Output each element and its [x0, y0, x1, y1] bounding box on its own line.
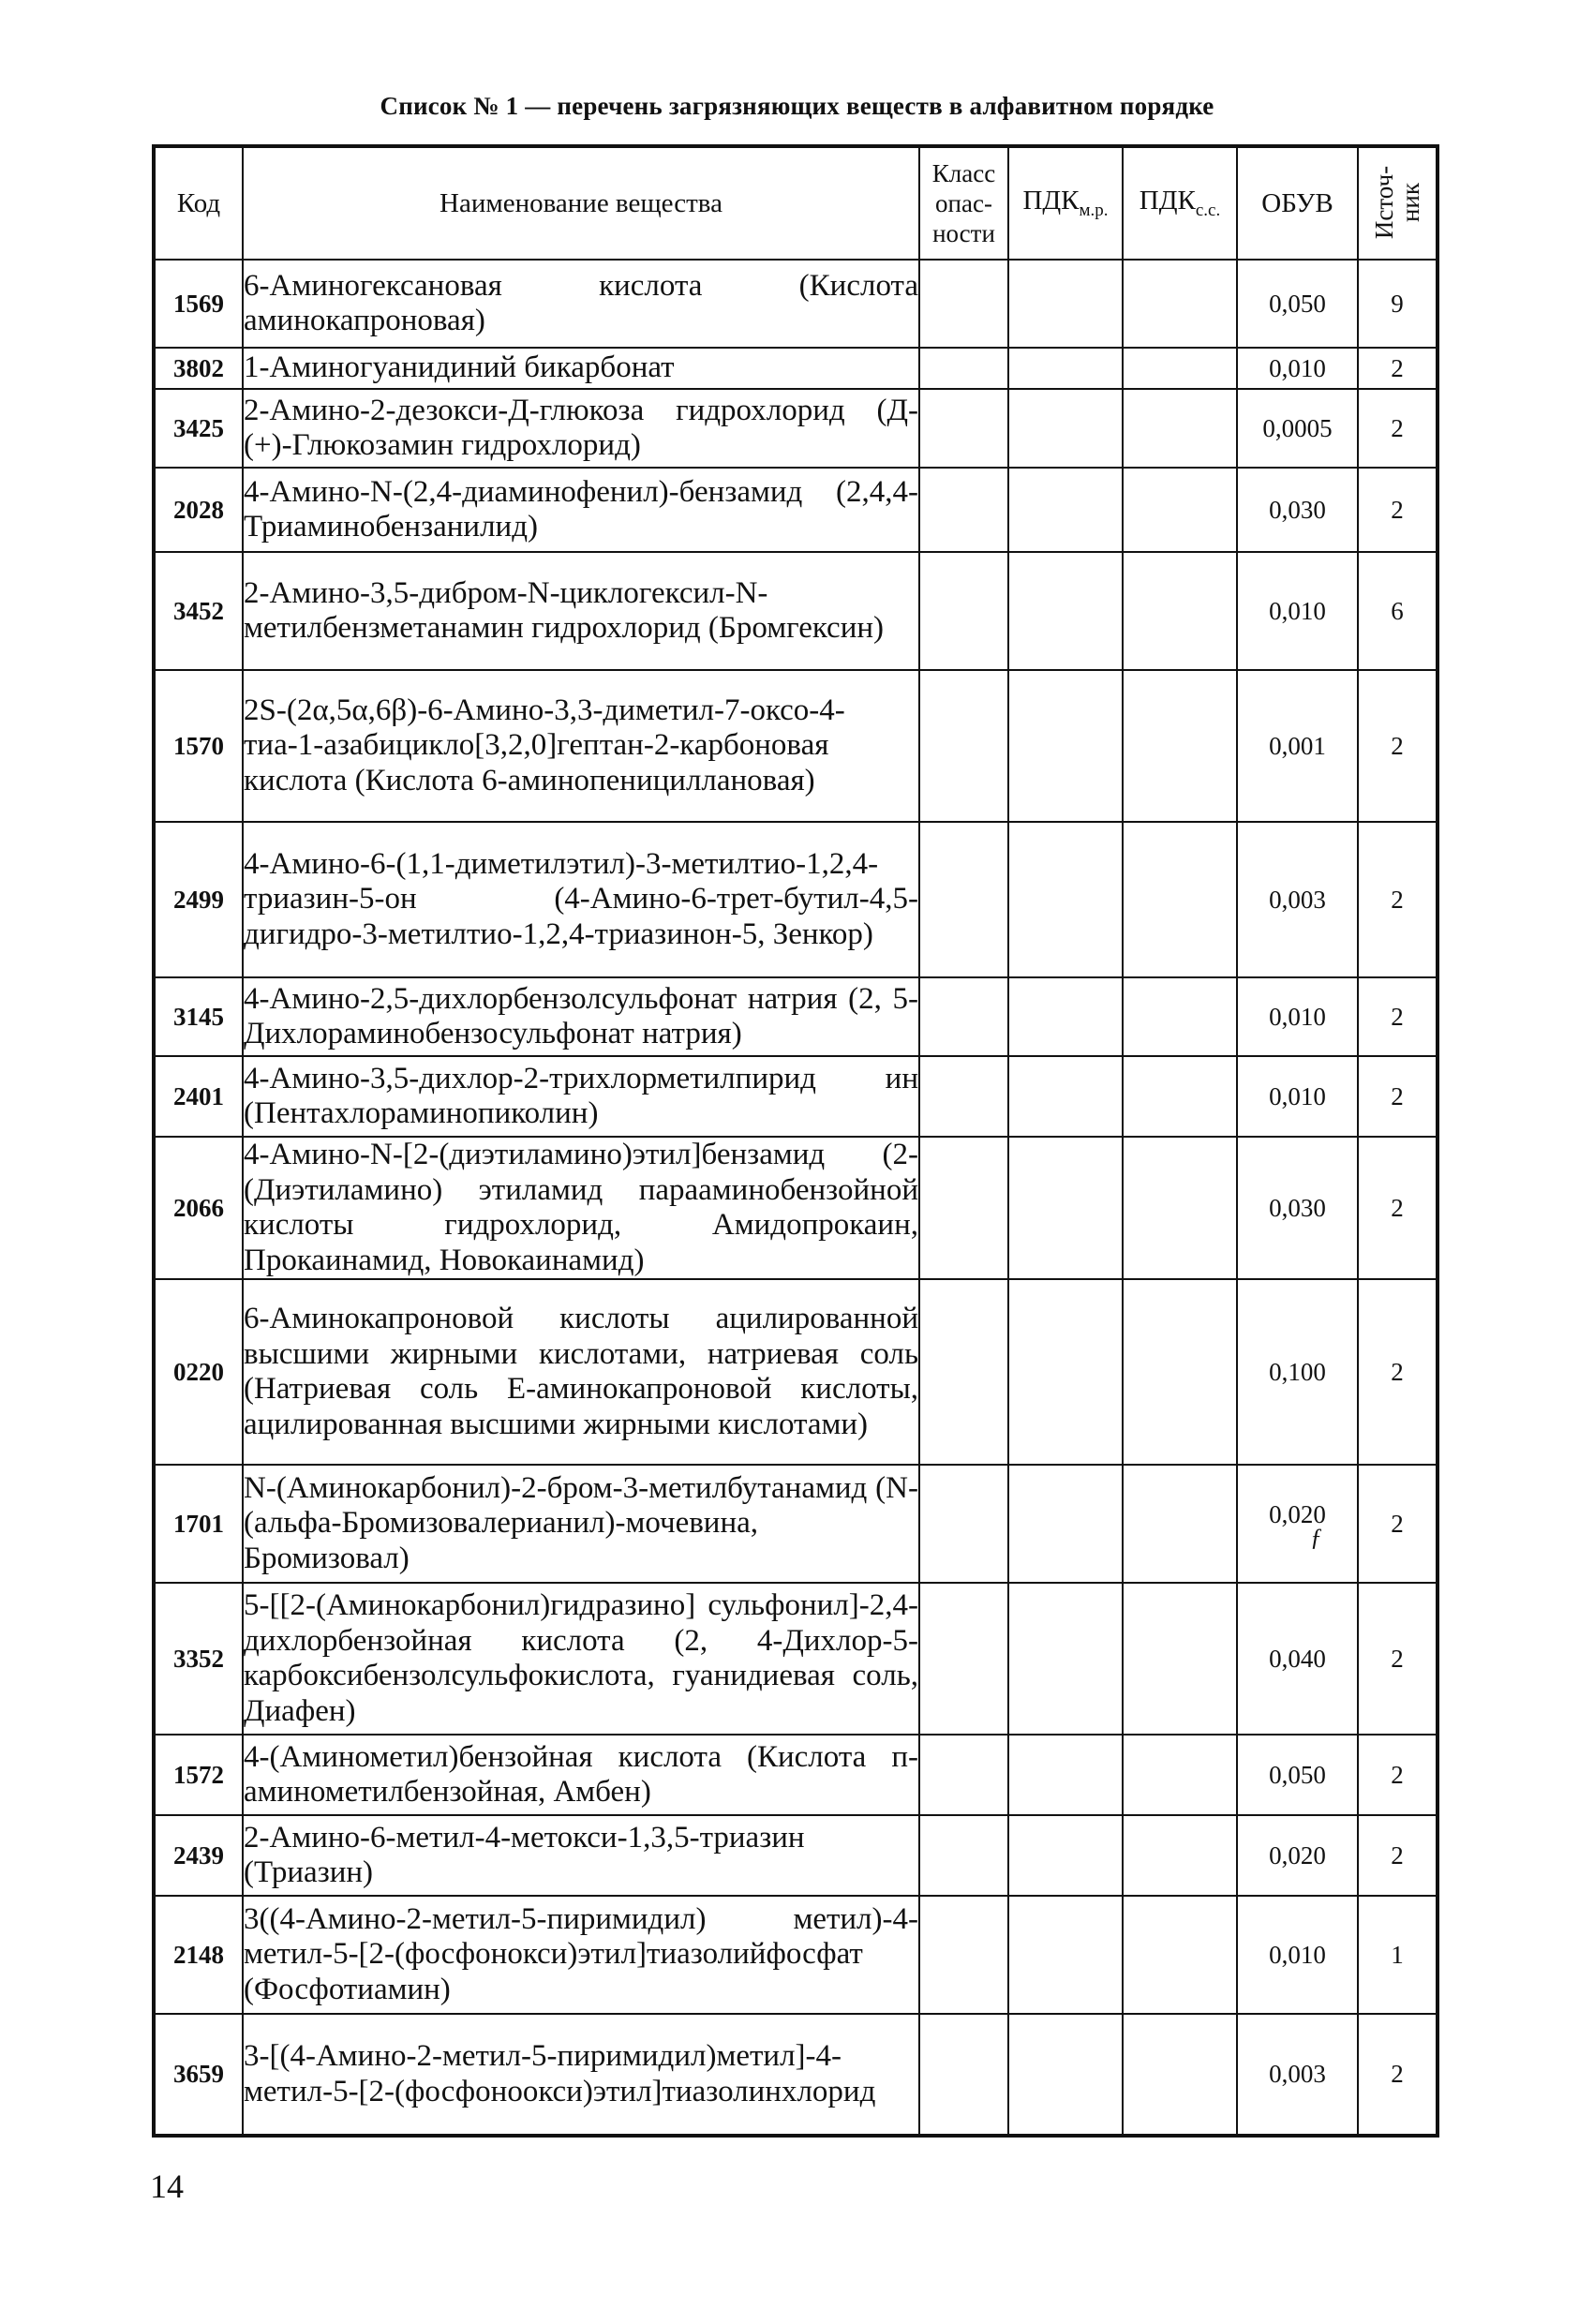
source-cell: 1	[1358, 1896, 1438, 2014]
pdk-mr-cell	[1008, 1279, 1123, 1465]
table-row	[154, 1583, 1438, 1735]
obuv-cell: 0,010	[1237, 552, 1358, 670]
code-cell: 2499	[154, 822, 243, 977]
header-pdk-mr-main: ПДК	[1022, 186, 1080, 216]
hazard-class-cell	[919, 1056, 1008, 1137]
header-source-line1: Источ-	[1370, 165, 1398, 239]
substance-name-cell: 2-Амино-2-дезокси-Д-глюкоза гидрохлорид (Д-(+)-Глюкозамин гидрохлорид)	[243, 389, 919, 468]
header-pdk-ss-main: ПДК	[1139, 186, 1196, 216]
pdk-ss-cell	[1123, 260, 1237, 348]
substance-name-cell: 4-Амино-6-(1,1-диметилэтил)-3-метилтио-1,2,4-триазин-5-он (4-Амино-6-трет-бутил-4,5-дигидро-3-метилтио-1,2,4-триазинон-5, Зенкор)	[243, 822, 919, 977]
header-source-line2: ник	[1396, 182, 1424, 222]
table-row	[154, 468, 1438, 552]
table-body	[154, 260, 1438, 2136]
substance-name-cell: 3-[(4-Амино-2-метил-5-пиримидил)метил]-4-метил-5-[2-(фосфоноокси)этил]тиазолинхлорид	[243, 2014, 919, 2136]
table-row	[154, 2014, 1438, 2136]
handwritten-mark: ƒ	[1310, 1523, 1322, 1551]
source-cell: 2	[1358, 822, 1438, 977]
obuv-cell: 0,050	[1237, 260, 1358, 348]
pdk-ss-cell	[1123, 1465, 1237, 1583]
code-cell: 0220	[154, 1279, 243, 1465]
substance-name-cell: 4-Амино-N-[2-(диэтиламино)этил]бензамид (2-(Диэтиламино) этиламид парааминобензойной кислоты гидрохлорид, Амидопрокаин, Прокаинамид, Новокаинамид)	[243, 1137, 919, 1279]
substance-name-cell: 2-Амино-6-метил-4-метокси-1,3,5-триазин (Триазин)	[243, 1815, 919, 1896]
source-cell: 2	[1358, 348, 1438, 389]
hazard-class-cell	[919, 468, 1008, 552]
obuv-value: 0,020	[1269, 1499, 1326, 1528]
substance-name-cell: 6-Аминогексановая кислота (Кислота аминокапроновая)	[243, 260, 919, 348]
source-cell: 9	[1358, 260, 1438, 348]
pdk-ss-cell	[1123, 1735, 1237, 1815]
pdk-mr-cell	[1008, 348, 1123, 389]
code-cell: 1701	[154, 1465, 243, 1583]
pdk-ss-cell	[1123, 348, 1237, 389]
header-pdk-ss	[1123, 146, 1237, 260]
code-cell: 2148	[154, 1896, 243, 2014]
pdk-ss-cell	[1123, 670, 1237, 822]
pdk-mr-cell	[1008, 1735, 1123, 1815]
header-hazard-class-line2: опас-	[935, 189, 992, 217]
substance-name-cell: 3((4-Амино-2-метил-5-пиримидил) метил)-4-метил-5-[2-(фосфонокси)этил]тиазолийфосфат (Фосфотиамин)	[243, 1896, 919, 2014]
table-row	[154, 1056, 1438, 1137]
substance-name-cell: 4-Амино-N-(2,4-диаминофенил)-бензамид (2,4,4-Триаминобензанилид)	[243, 468, 919, 552]
header-pdk-ss-sub: с.с.	[1195, 200, 1221, 220]
hazard-class-cell	[919, 1465, 1008, 1583]
hazard-class-cell	[919, 348, 1008, 389]
table-row	[154, 670, 1438, 822]
hazard-class-cell	[919, 1815, 1008, 1896]
table-row	[154, 1465, 1438, 1583]
pdk-ss-cell	[1123, 1056, 1237, 1137]
obuv-cell: 0,100	[1237, 1279, 1358, 1465]
obuv-cell: 0,040	[1237, 1583, 1358, 1735]
code-cell: 1572	[154, 1735, 243, 1815]
obuv-cell: 0,010	[1237, 1056, 1358, 1137]
substance-name-cell: 6-Аминокапроновой кислоты ацилированной высшими жирными кислотами, натриевая соль (Натриевая соль Е-аминокапроновой кислоты, ацилированная высшими жирными кислотами)	[243, 1279, 919, 1465]
source-cell: 2	[1358, 1279, 1438, 1465]
header-code: Код	[154, 146, 243, 260]
code-cell: 2401	[154, 1056, 243, 1137]
pdk-mr-cell	[1008, 389, 1123, 468]
obuv-cell: 0,020	[1237, 1815, 1358, 1896]
pdk-mr-cell	[1008, 977, 1123, 1056]
hazard-class-cell	[919, 1896, 1008, 2014]
pdk-ss-cell	[1123, 977, 1237, 1056]
code-cell: 2028	[154, 468, 243, 552]
substance-name-cell: 4-Амино-3,5-дихлор-2-трихлорметилпирид ин (Пентахлораминопиколин)	[243, 1056, 919, 1137]
source-cell: 2	[1358, 468, 1438, 552]
pdk-mr-cell	[1008, 1815, 1123, 1896]
header-source-rotated	[1371, 165, 1423, 238]
header-pdk-mr-sub: м.р.	[1079, 200, 1109, 220]
code-cell: 3425	[154, 389, 243, 468]
pdk-ss-cell	[1123, 552, 1237, 670]
substances-table	[152, 144, 1439, 2138]
header-obuv: ОБУВ	[1237, 146, 1358, 260]
pdk-ss-cell	[1123, 389, 1237, 468]
pdk-ss-cell	[1123, 468, 1237, 552]
code-cell: 3659	[154, 2014, 243, 2136]
substance-name-cell: 5-[[2-(Аминокарбонил)гидразино] сульфонил]-2,4-дихлорбензойная кислота (2, 4-Дихлор-5-карбоксибензолсульфокислота, гуанидиевая соль, Диафен)	[243, 1583, 919, 1735]
pdk-mr-cell	[1008, 468, 1123, 552]
source-cell: 2	[1358, 1137, 1438, 1279]
obuv-cell: 0,030	[1237, 468, 1358, 552]
code-cell: 3352	[154, 1583, 243, 1735]
hazard-class-cell	[919, 389, 1008, 468]
hazard-class-cell	[919, 977, 1008, 1056]
code-cell: 3452	[154, 552, 243, 670]
hazard-class-cell	[919, 1137, 1008, 1279]
hazard-class-cell	[919, 2014, 1008, 2136]
header-name: Наименование вещества	[243, 146, 919, 260]
hazard-class-cell	[919, 822, 1008, 977]
table-row	[154, 1137, 1438, 1279]
table-row	[154, 1815, 1438, 1896]
table-row	[154, 389, 1438, 468]
header-row	[154, 146, 1438, 260]
source-cell: 2	[1358, 1465, 1438, 1583]
code-cell: 2439	[154, 1815, 243, 1896]
obuv-cell: 0,003	[1237, 822, 1358, 977]
table-row	[154, 1279, 1438, 1465]
source-cell: 2	[1358, 1815, 1438, 1896]
pdk-ss-cell	[1123, 1896, 1237, 2014]
table-row	[154, 977, 1438, 1056]
code-cell: 1569	[154, 260, 243, 348]
obuv-cell: 0,0005	[1237, 389, 1358, 468]
obuv-cell: 0,010	[1237, 348, 1358, 389]
hazard-class-cell	[919, 1279, 1008, 1465]
code-cell: 1570	[154, 670, 243, 822]
source-cell: 2	[1358, 389, 1438, 468]
pdk-ss-cell	[1123, 1583, 1237, 1735]
substance-name-cell: 2-Амино-3,5-дибром-N-циклогексил-N-метилбензметанамин гидрохлорид (Бромгексин)	[243, 552, 919, 670]
substance-name-cell: 2S-(2α,5α,6β)-6-Амино-3,3-диметил-7-оксо-4-тиа-1-азабицикло[3,2,0]гептан-2-карбоновая кислота (Кислота 6-аминопенициллановая)	[243, 670, 919, 822]
substance-name-cell: 4-(Аминометил)бензойная кислота (Кислота п-аминометилбензойная, Амбен)	[243, 1735, 919, 1815]
pdk-ss-cell	[1123, 1815, 1237, 1896]
source-cell: 6	[1358, 552, 1438, 670]
code-cell: 3802	[154, 348, 243, 389]
header-hazard-class-line1: Класс	[931, 159, 996, 187]
source-cell: 2	[1358, 2014, 1438, 2136]
obuv-cell: 0,001	[1237, 670, 1358, 822]
obuv-cell: 0,010	[1237, 1896, 1358, 2014]
obuv-cell	[1237, 1465, 1358, 1583]
substance-name-cell: 4-Амино-2,5-дихлорбензолсульфонат натрия (2, 5-Дихлораминобензосульфонат натрия)	[243, 977, 919, 1056]
obuv-cell: 0,010	[1237, 977, 1358, 1056]
pdk-mr-cell	[1008, 822, 1123, 977]
pdk-mr-cell	[1008, 1137, 1123, 1279]
header-source	[1358, 146, 1438, 260]
header-hazard-class	[919, 146, 1008, 260]
pdk-mr-cell	[1008, 1896, 1123, 2014]
page-number: 14	[150, 2168, 184, 2205]
pdk-mr-cell	[1008, 670, 1123, 822]
pdk-ss-cell	[1123, 1279, 1237, 1465]
hazard-class-cell	[919, 260, 1008, 348]
pdk-ss-cell	[1123, 2014, 1237, 2136]
pdk-mr-cell	[1008, 552, 1123, 670]
page-title: Список № 1 — перечень загрязняющих веществ в алфавитном порядке	[380, 92, 1214, 120]
pdk-mr-cell	[1008, 2014, 1123, 2136]
obuv-cell: 0,030	[1237, 1137, 1358, 1279]
hazard-class-cell	[919, 670, 1008, 822]
substance-name-cell: N-(Аминокарбонил)-2-бром-3-метилбутанамид (N-(альфа-Бромизовалерианил)-мочевина, Бромизовал)	[243, 1465, 919, 1583]
pdk-mr-cell	[1008, 260, 1123, 348]
table-row	[154, 260, 1438, 348]
pdk-ss-cell	[1123, 1137, 1237, 1279]
obuv-cell: 0,050	[1237, 1735, 1358, 1815]
table-row	[154, 552, 1438, 670]
pdk-mr-cell	[1008, 1465, 1123, 1583]
source-cell: 2	[1358, 1583, 1438, 1735]
table-row	[154, 1896, 1438, 2014]
substance-name-cell: 1-Аминогуанидиний бикарбонат	[243, 348, 919, 389]
pdk-mr-cell	[1008, 1056, 1123, 1137]
table-row	[154, 1735, 1438, 1815]
hazard-class-cell	[919, 1583, 1008, 1735]
code-cell: 3145	[154, 977, 243, 1056]
source-cell: 2	[1358, 977, 1438, 1056]
pdk-mr-cell	[1008, 1583, 1123, 1735]
table-row	[154, 822, 1438, 977]
source-cell: 2	[1358, 1056, 1438, 1137]
obuv-cell: 0,003	[1237, 2014, 1358, 2136]
hazard-class-cell	[919, 1735, 1008, 1815]
source-cell: 2	[1358, 670, 1438, 822]
code-cell: 2066	[154, 1137, 243, 1279]
pdk-ss-cell	[1123, 822, 1237, 977]
header-pdk-mr	[1008, 146, 1123, 260]
table-row	[154, 348, 1438, 389]
source-cell: 2	[1358, 1735, 1438, 1815]
hazard-class-cell	[919, 552, 1008, 670]
header-hazard-class-line3: ности	[932, 219, 995, 247]
